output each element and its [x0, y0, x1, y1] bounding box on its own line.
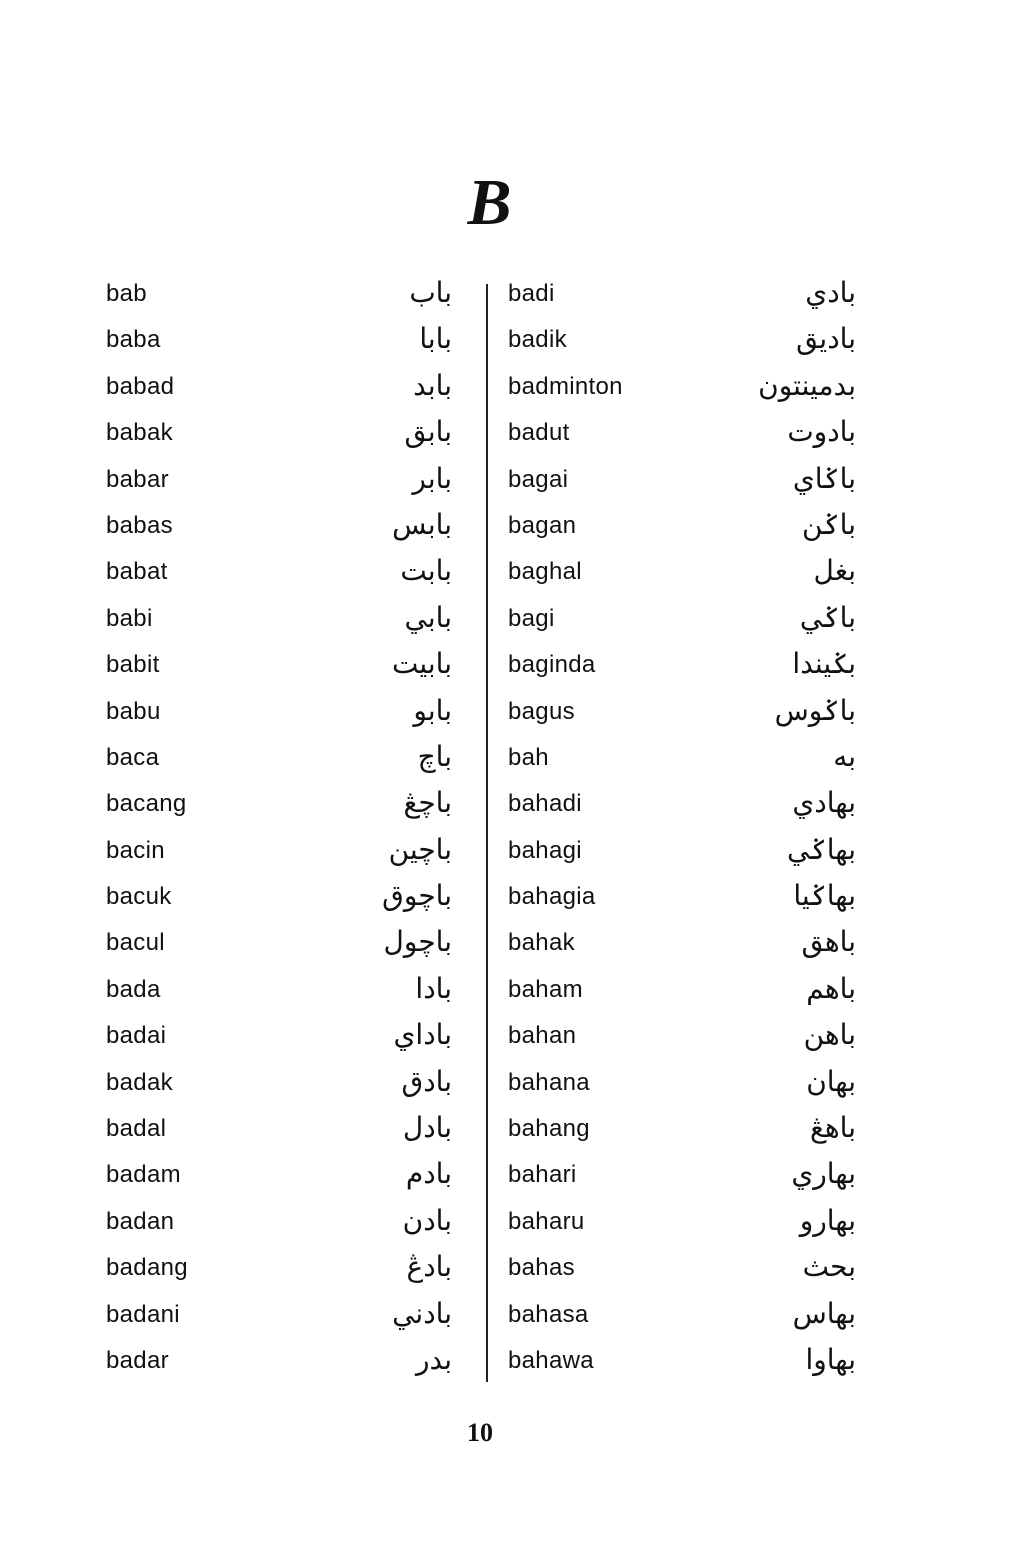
entry-latin-word: bahana: [508, 1068, 590, 1096]
entry-latin-word: bahari: [508, 1161, 577, 1189]
entry-latin-word: baginda: [508, 651, 596, 679]
entry-jawi-word: بهارو: [799, 1203, 856, 1237]
entry-jawi-word: بادڠ: [406, 1250, 452, 1284]
entry-latin-word: babad: [106, 372, 175, 400]
dictionary-entry: [104, 739, 462, 788]
entry-jawi-word: به: [833, 739, 856, 773]
entry-latin-word: baharu: [508, 1207, 585, 1235]
entry-latin-word: babi: [106, 604, 153, 632]
entry-latin-word: bagai: [508, 465, 569, 493]
dictionary-entry: [104, 278, 462, 324]
dictionary-entry: [506, 1296, 866, 1345]
entry-jawi-word: بابت: [400, 554, 452, 588]
entry-jawi-word: بادق: [401, 1064, 452, 1098]
dictionary-entry: [506, 927, 866, 973]
entry-latin-word: badai: [106, 1022, 167, 1050]
entry-latin-word: bahas: [508, 1254, 575, 1282]
dictionary-entry: [506, 556, 866, 602]
dictionary-entry: [104, 832, 462, 881]
entry-jawi-word: باهن: [803, 1018, 856, 1052]
entry-jawi-word: بابر: [412, 461, 452, 495]
entry-jawi-word: باݢن: [801, 507, 856, 541]
entry-latin-word: bab: [106, 280, 147, 307]
entry-jawi-word: بادل: [402, 1111, 452, 1145]
dictionary-entry: [104, 649, 462, 695]
entry-jawi-word: بهاري: [791, 1157, 856, 1191]
entry-jawi-word: بهاس: [792, 1296, 856, 1330]
entry-jawi-word: باݢوس: [774, 693, 856, 727]
entry-latin-word: baghal: [508, 558, 582, 586]
entry-latin-word: babat: [106, 558, 168, 586]
entry-latin-word: babak: [106, 419, 173, 447]
entry-latin-word: babar: [106, 465, 169, 493]
entry-latin-word: bacin: [106, 836, 165, 864]
dictionary-entry: [104, 507, 462, 556]
entry-latin-word: baca: [106, 743, 160, 771]
entry-latin-word: badar: [106, 1346, 169, 1374]
entry-latin-word: badang: [106, 1254, 188, 1282]
entry-jawi-word: بادني: [392, 1296, 452, 1330]
entry-latin-word: bahang: [508, 1115, 590, 1143]
entry-jawi-word: بغل: [813, 554, 856, 588]
dictionary-entry: [104, 368, 462, 417]
entry-jawi-word: بدر: [415, 1342, 452, 1376]
entry-jawi-word: بابق: [404, 415, 452, 449]
entry-jawi-word: بابو: [413, 693, 452, 727]
entry-jawi-word: باديق: [796, 322, 856, 356]
entry-jawi-word: باچين: [388, 832, 452, 866]
entry-latin-word: baham: [508, 975, 583, 1003]
dictionary-entry: [506, 600, 866, 649]
dictionary-entry: [104, 971, 462, 1020]
entry-jawi-word: بهان: [806, 1064, 856, 1098]
dictionary-entry: [104, 693, 462, 742]
column-divider: [486, 284, 488, 1382]
entry-latin-word: bagus: [508, 697, 575, 725]
dictionary-entry: [506, 739, 866, 788]
entry-jawi-word: باچوق: [382, 879, 452, 913]
dictionary-entry: [506, 693, 866, 742]
dictionary-entry: [104, 324, 462, 370]
dictionary-entry: [506, 278, 866, 324]
entry-latin-word: badani: [106, 1300, 180, 1328]
dictionary-entry: [104, 1342, 462, 1391]
entry-latin-word: bah: [508, 743, 549, 771]
dictionary-entry: [104, 461, 462, 510]
entry-jawi-word: بحث: [802, 1250, 856, 1284]
dictionary-entry: [506, 881, 866, 927]
dictionary-entry: [506, 1020, 866, 1066]
entry-jawi-word: باݢي: [799, 600, 856, 634]
entry-jawi-word: باچڠ: [403, 786, 452, 820]
entry-latin-word: badi: [508, 280, 555, 307]
dictionary-entry: [506, 461, 866, 510]
entry-latin-word: babit: [106, 651, 160, 679]
entry-latin-word: badam: [106, 1161, 181, 1189]
dictionary-entry: [506, 1064, 866, 1113]
entry-latin-word: babu: [106, 697, 161, 725]
dictionary-entry: [506, 417, 866, 463]
entry-jawi-word: باهڠ: [810, 1111, 856, 1145]
dictionary-entry: [506, 1203, 866, 1252]
dictionary-entry: [104, 881, 462, 927]
entry-jawi-word: بادن: [402, 1203, 452, 1237]
dictionary-entry: [104, 1020, 462, 1066]
entry-jawi-word: بهاݢي: [787, 832, 856, 866]
entry-jawi-word: باهق: [801, 925, 856, 959]
dictionary-entry: [104, 1203, 462, 1252]
entry-jawi-word: بهادي: [792, 786, 856, 820]
entry-jawi-word: باݢاي: [792, 461, 856, 495]
entry-latin-word: badminton: [508, 372, 623, 400]
entry-latin-word: bahak: [508, 929, 575, 957]
dictionary-entry: [104, 417, 462, 463]
dictionary-entry: [104, 1159, 462, 1205]
entry-jawi-word: بادا: [415, 971, 452, 1005]
entry-latin-word: badut: [508, 419, 570, 447]
entry-jawi-word: بابد: [413, 368, 452, 402]
dictionary-entry: [104, 600, 462, 649]
dictionary-entry: [506, 1342, 866, 1391]
word-list-right-column: [506, 278, 866, 1391]
entry-latin-word: baba: [106, 326, 161, 354]
entry-jawi-word: باچول: [383, 925, 452, 959]
entry-latin-word: bagi: [508, 604, 555, 632]
entry-jawi-word: باب: [409, 276, 452, 309]
dictionary-entry: [506, 324, 866, 370]
word-list-left-column: [104, 278, 462, 1391]
entry-jawi-word: باداي: [393, 1018, 452, 1052]
page-number: 10: [467, 1418, 493, 1447]
dictionary-entry: [104, 556, 462, 602]
entry-latin-word: bahagi: [508, 836, 582, 864]
dictionary-entry: [104, 1252, 462, 1298]
dictionary-entry: [104, 927, 462, 973]
entry-latin-word: badan: [106, 1207, 175, 1235]
entry-jawi-word: بابي: [404, 600, 452, 634]
entry-jawi-word: بابيت: [391, 647, 452, 681]
dictionary-entry: [104, 1296, 462, 1345]
entry-latin-word: badak: [106, 1068, 173, 1096]
entry-latin-word: badal: [106, 1115, 167, 1143]
entry-latin-word: babas: [106, 511, 173, 539]
entry-latin-word: badik: [508, 326, 567, 354]
entry-latin-word: bahagia: [508, 883, 596, 911]
dictionary-entry: [506, 1113, 866, 1159]
section-letter-heading: B: [467, 166, 513, 239]
dictionary-entry: [104, 1064, 462, 1113]
entry-latin-word: bagan: [508, 511, 577, 539]
entry-latin-word: bahan: [508, 1022, 577, 1050]
entry-latin-word: bacuk: [106, 883, 172, 911]
dictionary-entry: [506, 971, 866, 1020]
dictionary-entry: [506, 788, 866, 834]
entry-latin-word: bahasa: [508, 1300, 589, 1328]
dictionary-entry: [104, 1113, 462, 1159]
dictionary-entry: [506, 368, 866, 417]
dictionary-entry: [506, 1252, 866, 1298]
entry-jawi-word: بابس: [392, 507, 452, 541]
entry-jawi-word: بادم: [405, 1157, 452, 1191]
dictionary-entry: [506, 507, 866, 556]
entry-jawi-word: بابا: [419, 322, 452, 356]
entry-latin-word: bahawa: [508, 1346, 594, 1374]
entry-jawi-word: باچ: [417, 739, 452, 773]
dictionary-entry: [506, 832, 866, 881]
entry-jawi-word: بادوت: [787, 415, 856, 449]
entry-jawi-word: بݢيندا: [792, 647, 856, 681]
entry-jawi-word: بهاوا: [805, 1342, 856, 1376]
entry-jawi-word: بدمينتون: [758, 368, 856, 402]
entry-jawi-word: بادي: [805, 276, 856, 309]
entry-latin-word: bacang: [106, 790, 187, 818]
entry-latin-word: bahadi: [508, 790, 582, 818]
dictionary-entry: [506, 649, 866, 695]
entry-jawi-word: باهم: [806, 971, 856, 1005]
entry-latin-word: bacul: [106, 929, 165, 957]
dictionary-entry: [506, 1159, 866, 1205]
entry-jawi-word: بهاݢيا: [793, 879, 856, 913]
entry-latin-word: bada: [106, 975, 161, 1003]
dictionary-entry: [104, 788, 462, 834]
